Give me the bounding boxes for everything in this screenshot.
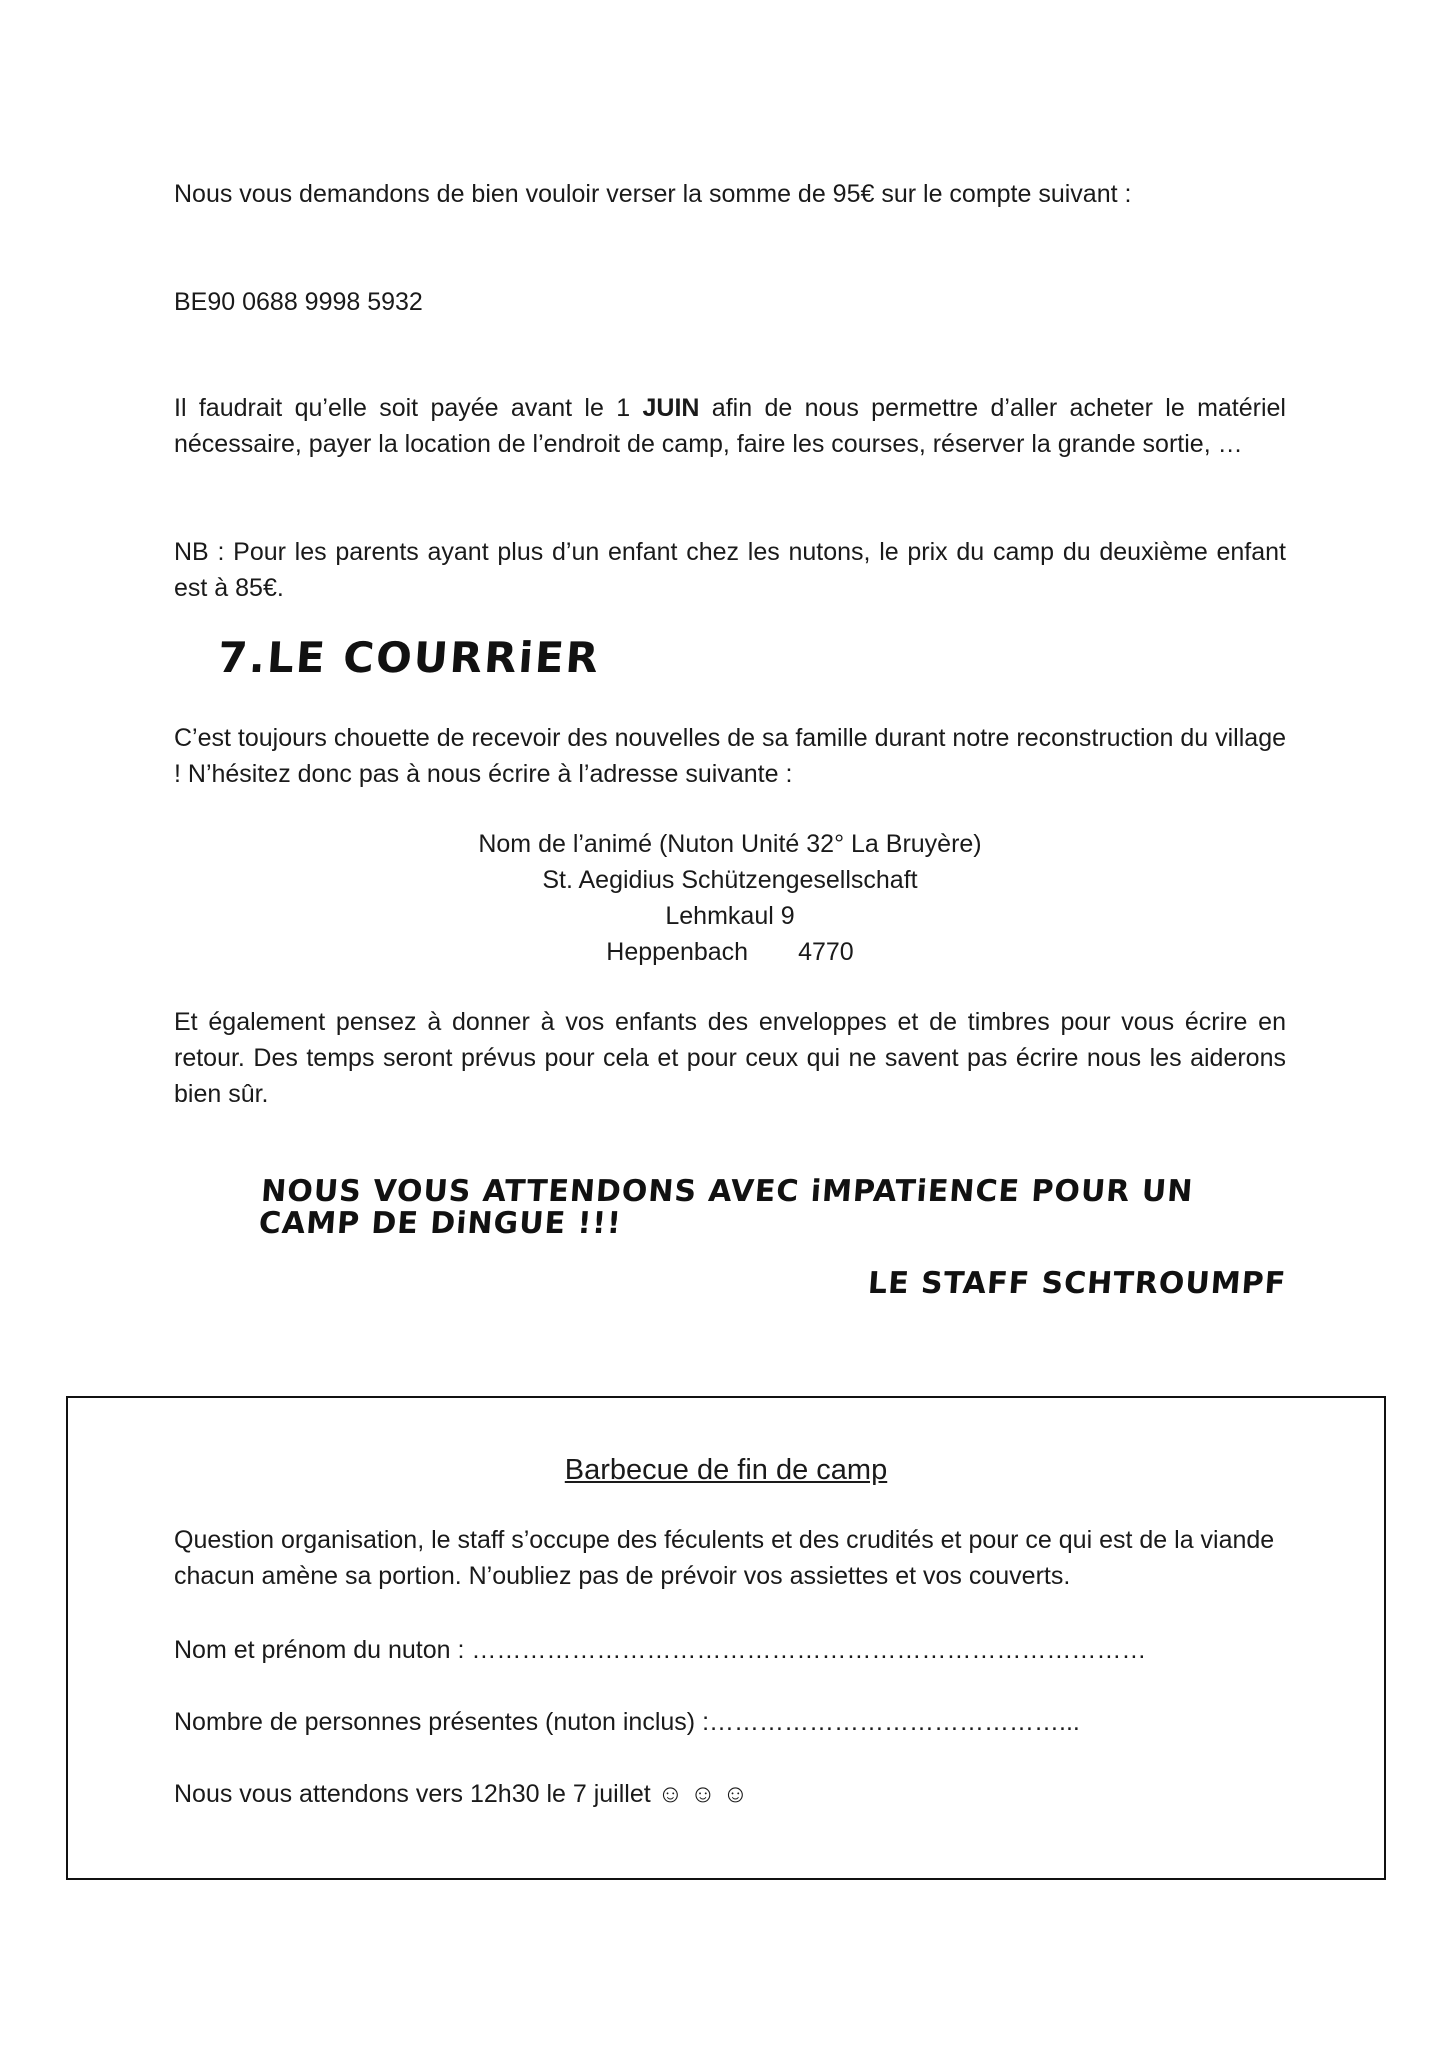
address-line-1: Nom de l’animé (Nuton Unité 32° La Bruyère) — [478, 830, 982, 858]
barbecue-box — [66, 1396, 1386, 1880]
courrier-outro: Et également pensez à donner à vos enfants des enveloppes et de timbres pour vous écrire en retour. Des temps seront prévus pour cela et pour ceux qui ne savent pas écrire nous les aiderons bien sûr. — [174, 1008, 1286, 1108]
attendee-count-field[interactable]: Nombre de personnes présentes (nuton inclus) :……………………………………... — [174, 1708, 1080, 1736]
mailing-address — [174, 826, 1286, 970]
closing-message: NOUS VOUS ATTENDONS AVEC iMPATiENCE POUR UN CAMP DE DiNGUE !!! — [257, 1174, 1195, 1241]
deadline-month: JUIN — [642, 394, 700, 422]
address-postcode: 4770 — [798, 938, 854, 966]
address-line-2: St. Aegidius Schützengesellschaft — [542, 866, 918, 894]
courrier-intro: C’est toujours chouette de recevoir des nouvelles de sa famille durant notre reconstruction du village ! N’hésitez donc pas à nous écrire à l’adresse suivante : — [174, 724, 1286, 788]
iban: BE90 0688 9998 5932 — [174, 288, 423, 316]
deadline-after: afin de nous permettre d’aller acheter le matériel nécessaire, payer la location de l’endroit de camp, faire les courses, réserver la grande sortie, … — [174, 394, 1286, 458]
barbecue-title: Barbecue de fin de camp — [564, 1454, 888, 1486]
payment-nb: NB : Pour les parents ayant plus d’un enfant chez les nutons, le prix du camp du deuxième enfant est à 85€. — [174, 538, 1286, 602]
deadline-before: Il faudrait qu’elle soit payée avant le 1 — [174, 394, 643, 422]
payment-deadline — [174, 390, 1286, 462]
barbecue-time: Nous vous attendons vers 12h30 le 7 juillet ☺ ☺ ☺ — [174, 1780, 749, 1808]
section-heading-courrier: 7.LE COURRiER — [216, 633, 602, 682]
staff-signature: LE STAFF SCHTROUMPF — [866, 1266, 1288, 1301]
barbecue-description: Question organisation, le staff s’occupe des féculents et des crudités et pour ce qui est de la viande chacun amène sa portion. N’oubliez pas de prévoir vos assiettes et vos couverts. — [174, 1526, 1275, 1590]
address-city-line — [174, 934, 1286, 970]
nuton-name-field[interactable]: Nom et prénom du nuton : ……………………………………………………………………… — [174, 1636, 1147, 1664]
payment-intro: Nous vous demandons de bien vouloir verser la somme de 95€ sur le compte suivant : — [174, 180, 1132, 208]
address-line-3: Lehmkaul 9 — [665, 902, 795, 930]
address-city: Heppenbach — [606, 938, 749, 966]
